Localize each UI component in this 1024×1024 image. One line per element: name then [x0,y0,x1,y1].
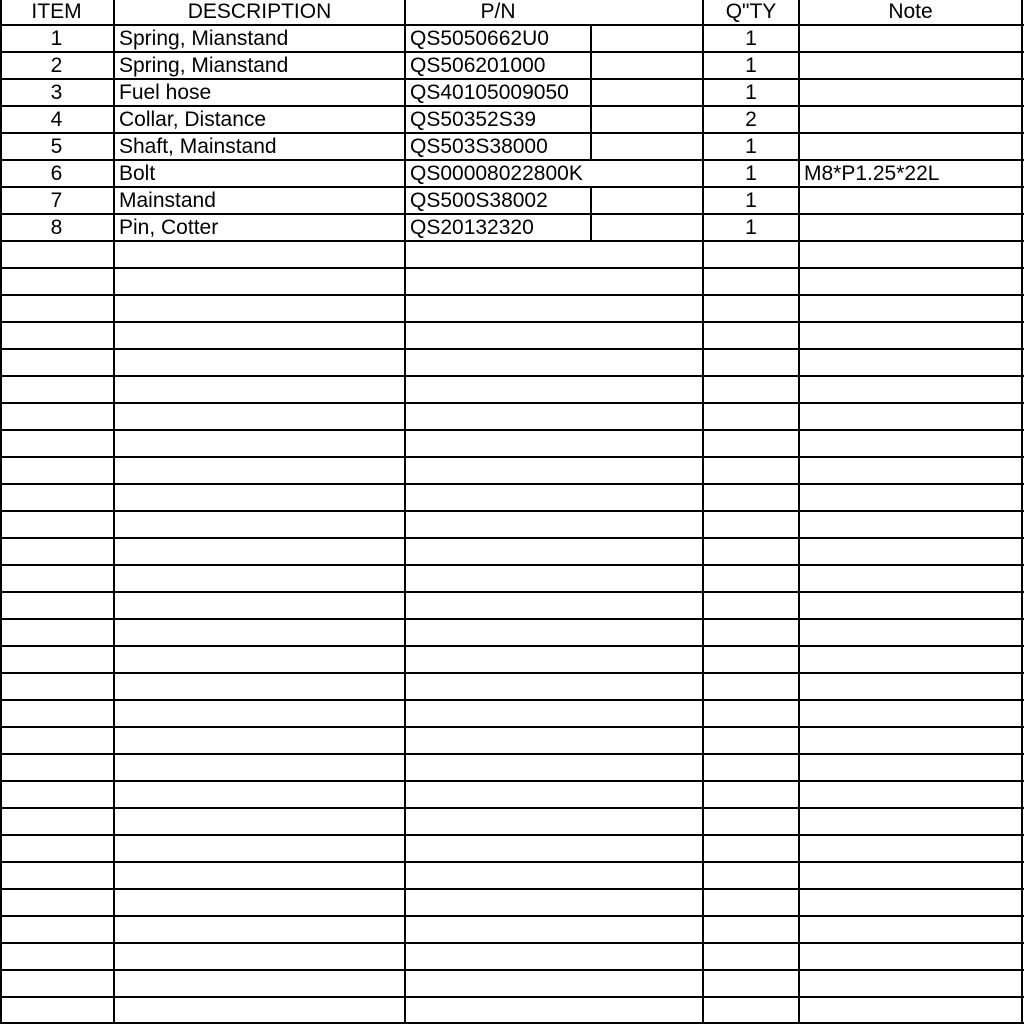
grid-line [0,780,1024,782]
grid-line [0,213,1024,215]
part-number: QS5050662U0 [410,27,549,50]
grid-line [0,699,1024,701]
quantity: 1 [745,27,757,50]
grid-line [0,483,1024,485]
item-number: 1 [50,27,63,50]
item-number: 6 [50,162,63,185]
grid-line [0,942,1024,944]
grid-line [0,456,1024,458]
grid-line [0,537,1024,539]
note [804,106,1019,133]
item-number: 4 [50,108,63,131]
note: M8*P1.25*22L [804,162,940,185]
grid-line [0,672,1024,674]
part-description: Mainstand [119,189,216,212]
item-number: 3 [50,81,63,104]
grid-line [0,375,1024,377]
grid-line [0,969,1024,971]
note [804,52,1019,79]
grid-line [0,24,1024,26]
grid-line [404,0,406,1024]
grid-line [0,807,1024,809]
grid-line [0,294,1024,296]
note [804,79,1019,106]
quantity: 1 [745,216,757,239]
grid-line [0,888,1024,890]
grid-line [0,834,1024,836]
part-number: QS00008022800K [410,162,583,185]
grid-line [0,996,1024,998]
item-number: 5 [50,135,63,158]
grid-line [0,402,1024,404]
grid-line [0,429,1024,431]
quantity: 1 [745,135,757,158]
grid-line [0,348,1024,350]
grid-line [0,753,1024,755]
part-description: Bolt [119,162,156,185]
item-number: 8 [50,216,63,239]
note [804,25,1019,52]
grid-line [0,321,1024,323]
note [804,133,1019,160]
part-description: Spring, Mianstand [119,54,289,77]
grid-line [0,78,1024,80]
quantity: 1 [745,81,757,104]
part-number: QS506201000 [410,54,546,77]
part-number: QS50352S39 [410,108,537,131]
grid-line [0,51,1024,53]
quantity: 2 [745,108,757,131]
grid-line [113,0,115,1024]
part-description: Shaft, Mainstand [119,135,277,158]
grid-line [0,267,1024,269]
grid-line [798,0,800,1024]
part-number: QS40105009050 [410,81,569,104]
part-number: QS503S38000 [410,135,548,158]
part-description: Collar, Distance [119,108,267,131]
part-description: Fuel hose [119,81,212,104]
grid-line [0,105,1024,107]
part-number: QS20132320 [410,216,534,239]
grid-line [0,510,1024,512]
grid-line [0,240,1024,242]
grid-line [0,564,1024,566]
grid-line [0,186,1024,188]
item-number: 7 [50,189,63,212]
note [804,214,1019,241]
grid-line [0,861,1024,863]
part-description: Pin, Cotter [119,216,219,239]
column-header-description: DESCRIPTION [187,0,332,23]
grid-line [0,726,1024,728]
part-description: Spring, Mianstand [119,27,289,50]
column-header-item: ITEM [31,0,82,23]
grid-line [1021,0,1023,1024]
column-header-quantity: Q"TY [725,0,777,23]
part-number: QS500S38002 [410,189,548,212]
quantity: 1 [745,54,757,77]
column-header-note: Note [888,0,933,23]
grid-line [0,159,1024,161]
grid-line [0,618,1024,620]
quantity: 1 [745,162,757,185]
item-number: 2 [50,54,63,77]
grid-line [0,645,1024,647]
grid-line [0,915,1024,917]
quantity: 1 [745,189,757,212]
column-header-part-number: P/N [480,0,516,23]
note [804,187,1019,214]
grid-line [0,591,1024,593]
grid-line [0,132,1024,134]
